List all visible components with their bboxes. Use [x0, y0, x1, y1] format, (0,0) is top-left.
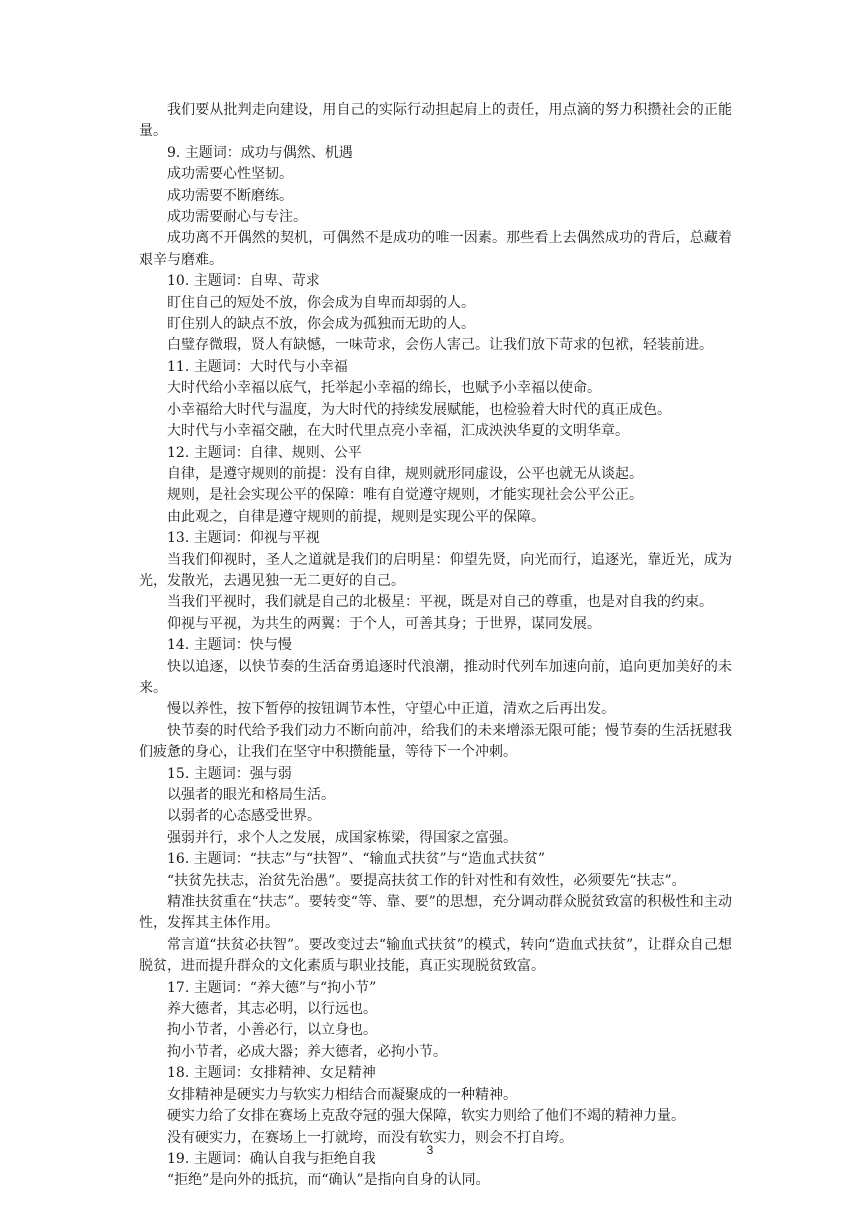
paragraph: 仰视与平视，为共生的两翼：于个人，可善其身；于世界，谋同发展。: [167, 615, 601, 632]
paragraph: 盯住别人的缺点不放，你会成为孤独而无助的人。: [167, 316, 475, 333]
paragraph: 强弱并行，求个人之发展，成国家栋梁，得国家之富强。: [167, 829, 517, 846]
paragraph: 小幸福给大时代与温度，为大时代的持续发展赋能，也检验着大时代的真正成色。: [167, 401, 671, 418]
section-heading: 16. 主题词：“扶志”与“扶智”、“输血式扶贫”与“造血式扶贫”: [167, 851, 545, 868]
paragraph: 快节奏的时代给予我们动力不断向前冲，给我们的未来增添无限可能；慢节奏的生活抚慰我们疲惫的身心，让我们在坚守中积攒能量，等待下一个冲刺。: [139, 722, 732, 761]
paragraph: 大时代与小幸福交融，在大时代里点亮小幸福，汇成泱泱华夏的文明华章。: [167, 423, 629, 440]
paragraph: 成功需要心性坚韧。: [167, 166, 293, 183]
section-heading: 18. 主题词：女排精神、女足精神: [167, 1065, 376, 1082]
paragraph: 快以追逐，以快节奏的生活奋勇追逐时代浪潮，推动时代列车加速向前，追向更加美好的未来。: [139, 658, 732, 696]
paragraph: “扶贫先扶志，治贫先治愚”。要提高扶贫工作的针对性和有效性，必须要先“扶志”。: [167, 872, 686, 889]
paragraph: 精准扶贫重在“扶志”。要转变“等、靠、要”的思想，充分调动群众脱贫致富的积极性和主动性，发挥其主体作用。: [139, 894, 732, 932]
section-heading: 12. 主题词：自律、规则、公平: [167, 444, 362, 461]
paragraph: 以强者的眼光和格局生活。: [167, 787, 335, 803]
paragraph: 养大德者，其志必明，以行远也。: [167, 1001, 377, 1018]
section-heading: 13. 主题词：仰视与平视: [167, 530, 320, 547]
paragraph: 成功需要不断磨练。: [167, 187, 293, 204]
paragraph: 我们要从批判走向建设，用自己的实际行动担起肩上的责任，用点滴的努力积攒社会的正能量。: [139, 102, 732, 140]
document-body: [139, 100, 732, 1192]
paragraph: 成功离不开偶然的契机，可偶然不是成功的唯一因素。那些看上去偶然成功的背后，总藏着艰辛与磨难。: [139, 230, 732, 268]
paragraph: 当我们仰视时，圣人之道就是我们的启明星：仰望先贤，向光而行，追逐光，靠近光，成为光，发散光，去遇见独一无二更好的自己。: [139, 551, 732, 589]
page-number: 3: [426, 1143, 434, 1157]
paragraph: 拘小节者，必成大器；养大德者，必拘小节。: [167, 1043, 447, 1060]
section-heading: 11. 主题词：大时代与小幸福: [167, 358, 348, 375]
paragraph: “拒绝”是向外的抵抗，而“确认”是指向自身的认同。: [167, 1172, 490, 1189]
paragraph: 大时代给小幸福以底气，托举起小幸福的绵长，也赋予小幸福以使命。: [167, 380, 601, 397]
section-heading: 9. 主题词：成功与偶然、机遇: [167, 144, 353, 161]
section-heading: 15. 主题词：强与弱: [167, 765, 292, 782]
paragraph: 拘小节者，小善必行，以立身也。: [167, 1022, 377, 1039]
paragraph: 规则，是社会实现公平的保障：唯有自觉遵守规则，才能实现社会公平公正。: [167, 487, 643, 504]
paragraph: 女排精神是硬实力与软实力相结合而凝聚成的一种精神。: [167, 1086, 517, 1103]
paragraph: 没有硬实力，在赛场上一打就垮，而没有软实力，则会不打自垮。: [167, 1129, 573, 1146]
paragraph: 白璧存微瑕，贤人有缺憾，一味苛求，会伤人害己。让我们放下苛求的包袱，轻装前进。: [167, 337, 713, 354]
section-heading: 19. 主题词：确认自我与拒绝自我: [167, 1150, 376, 1167]
section-heading: 14. 主题词：快与慢: [167, 637, 292, 654]
paragraph: 成功需要耐心与专注。: [167, 209, 307, 226]
paragraph: 常言道“扶贫必扶智”。要改变过去“输血式扶贫”的模式，转向“造血式扶贫”，让群众自己想脱贫，进而提升群众的文化素质与职业技能，真正实现脱贫致富。: [139, 936, 732, 975]
paragraph: 以弱者的心态感受世界。: [167, 808, 321, 825]
paragraph: 慢以养性，按下暂停的按钮调节本性，守望心中正道，清欢之后再出发。: [167, 701, 615, 718]
section-heading: 17. 主题词：“养大德”与“拘小节”: [167, 979, 377, 996]
paragraph: 自律，是遵守规则的前提：没有自律，规则就形同虚设，公平也就无从谈起。: [167, 465, 643, 482]
section-heading: 10. 主题词：自卑、苛求: [167, 273, 320, 290]
paragraph: 盯住自己的短处不放，你会成为自卑而却弱的人。: [167, 294, 475, 311]
paragraph: 硬实力给了女排在赛场上克敌夺冠的强大保障，软实力则给了他们不竭的精神力量。: [167, 1108, 685, 1125]
paragraph: 当我们平视时，我们就是自己的北极星：平视，既是对自己的尊重，也是对自我的约束。: [167, 594, 713, 611]
paragraph: 由此观之，自律是遵守规则的前提，规则是实现公平的保障。: [167, 508, 545, 525]
